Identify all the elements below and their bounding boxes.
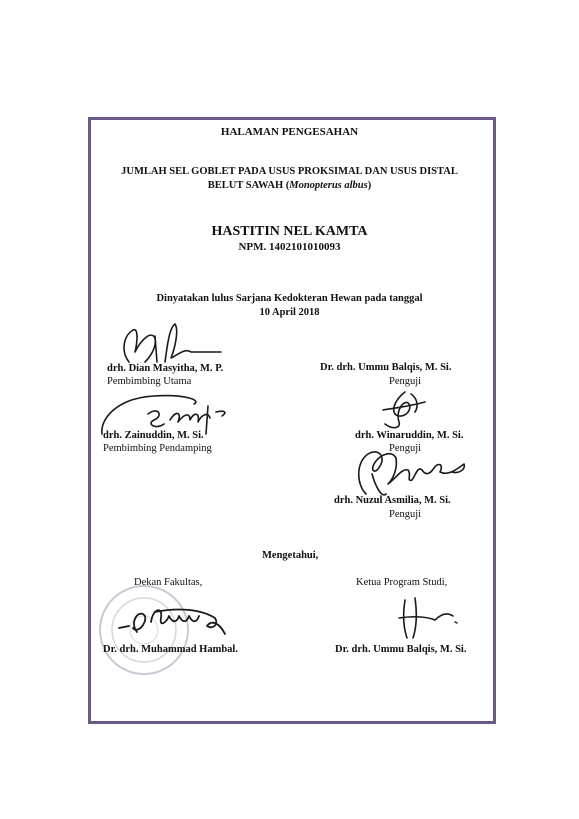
thesis-title-species: Monopterus albus: [289, 180, 368, 191]
program-head-role: Ketua Program Studi,: [356, 577, 448, 588]
examiner2-role: Penguji: [389, 443, 422, 454]
thesis-title-line1: JUMLAH SEL GOBLET PADA USUS PROKSIMAL DAN USUS DISTAL: [121, 166, 458, 177]
examiner1-name: Dr. drh. Ummu Balqis, M. Si.: [320, 362, 452, 373]
declaration-date: 10 April 2018: [259, 307, 320, 318]
declaration-line1: Dinyatakan lulus Sarjana Kedokteran Hewan pada tanggal: [156, 293, 423, 304]
author-name: HASTITIN NEL KAMTA: [211, 224, 368, 239]
signature-nuzul-asmilia: [352, 444, 472, 500]
program-head-name: Dr. drh. Ummu Balqis, M. Si.: [335, 644, 467, 655]
approval-heading: Mengetahui,: [262, 550, 319, 561]
thesis-title-prefix: BELUT SAWAH (: [207, 180, 290, 191]
signature-winaruddin: [375, 388, 431, 432]
examiner3-role: Penguji: [389, 509, 422, 520]
dean-role: Dekan Fakultas,: [134, 577, 203, 588]
supervisor-main-name: drh. Dian Masyitha, M. P.: [107, 363, 224, 374]
thesis-title-suffix: ): [367, 180, 372, 191]
supervisor-co-role: Pembimbing Pendamping: [103, 443, 212, 454]
thesis-title-line2: [0, 181, 579, 192]
dean-name: Dr. drh. Muhammad Hambal.: [103, 644, 238, 655]
signature-dian-masyitha: [115, 318, 225, 368]
author-npm: NPM. 1402101010093: [238, 241, 341, 253]
examiner3-name: drh. Nuzul Asmilia, M. Si.: [334, 495, 451, 506]
examiner1-role: Penguji: [389, 376, 422, 387]
signature-dean: [115, 598, 235, 644]
supervisor-main-role: Pembimbing Utama: [107, 376, 192, 387]
page-title: HALAMAN PENGESAHAN: [220, 126, 359, 138]
supervisor-co-name: drh. Zainuddin, M. Si.: [103, 430, 204, 441]
signature-program-head: [395, 594, 465, 642]
examiner2-name: drh. Winaruddin, M. Si.: [355, 430, 464, 441]
